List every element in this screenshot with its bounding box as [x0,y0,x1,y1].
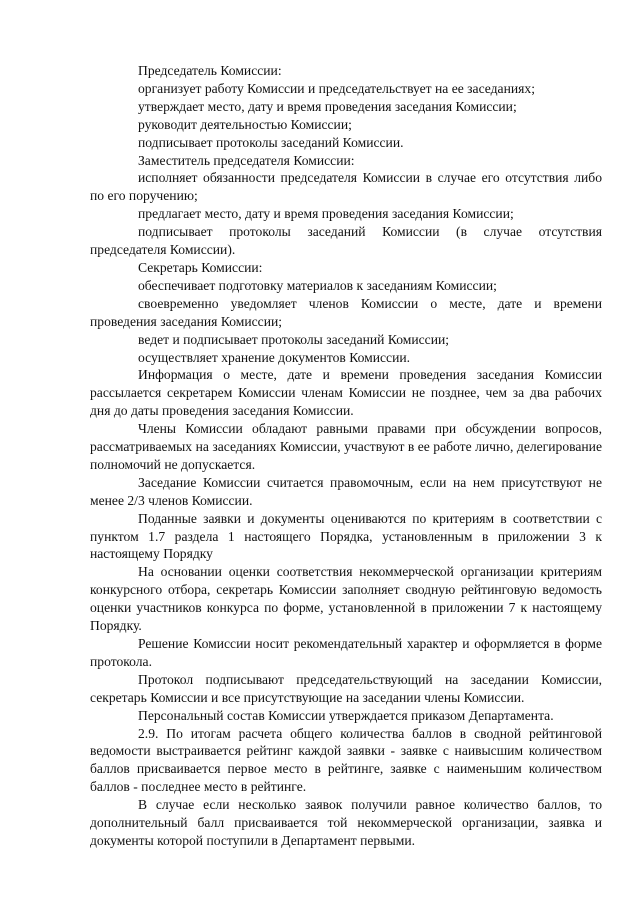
paragraph-deputy-heading: Заместитель председателя Комиссии: [138,152,355,168]
paragraph-personal-composition: Персональный состав Комиссии утверждается приказом Департамента. [138,707,554,723]
paragraph-secretary-duty-2: своевременно уведомляет членов Комиссии о месте, дате и времени проведения заседания Комиссии; [90,295,602,329]
paragraph-chair-duty-3: руководит деятельностью Комиссии; [138,116,352,132]
paragraph-secretary-duty-3: ведет и подписывает протоколы заседаний Комиссии; [138,331,450,347]
paragraph-deputy-duty-2: предлагает место, дату и время проведения заседания Комиссии; [138,206,514,222]
paragraph-secretary-heading: Секретарь Комиссии: [138,259,263,275]
paragraph-evaluation-criteria: Поданные заявки и документы оцениваются по критериям в соответствии с пунктом 1.7 раздела 1 настоящего Порядка, установленным в приложении 3 к настоящему Порядку [90,510,602,562]
paragraph-chair-duty-2: утверждает место, дату и время проведения заседания Комиссии; [138,98,517,114]
document-page [90,62,602,850]
paragraph-secretary-duty-4: осуществляет хранение документов Комиссии. [138,349,411,365]
paragraph-deputy-duty-3: подписывает протоколы заседаний Комиссии (в случае отсутствия председателя Комиссии). [90,224,602,258]
paragraph-chair-heading: Председатель Комиссии: [138,63,282,78]
paragraph-member-rights: Члены Комиссии обладают равными правами при обсуждении вопросов, рассматриваемых на заседаниях Комиссии, участвуют в ее работе лично, делегирование полномочий не допускается. [90,421,602,472]
paragraph-chair-duty-4: подписывает протоколы заседаний Комиссии. [138,134,404,150]
paragraph-secretary-duty-1: обеспечивает подготовку материалов к заседаниям Комиссии; [138,277,497,293]
paragraph-tie-break: В случае если несколько заявок получили равное количество баллов, то дополнительный балл присваивается той некоммерческой организации, заявка и документы которой поступили в Департамент первыми. [90,797,602,848]
paragraph-rating-sheet: На основании оценки соответствия некоммерческой организации критериям конкурсного отбора, секретарь Комиссии заполняет сводную рейтинговую ведомость оценки участников конкурса по форме, установленной в приложении 7 к настоящему Порядку. [90,564,602,634]
paragraph-quorum: Заседание Комиссии считается правомочным, если на нем присутствуют не менее 2/3 членов Комиссии. [90,474,602,508]
paragraph-protocol-signing: Протокол подписывают председательствующий на заседании Комиссии, секретарь Комиссии и все присутствующие на заседании члены Комиссии. [90,671,602,705]
paragraph-chair-duty-1: организует работу Комиссии и председательствует на ее заседаниях; [138,80,535,96]
paragraph-decision: Решение Комиссии носит рекомендательный характер и оформляется в форме протокола. [90,636,602,669]
paragraph-deputy-duty-1: исполняет обязанности председателя Комиссии в случае его отсутствия либо по его поручению; [90,170,602,204]
paragraph-meeting-notice: Информация о месте, дате и времени проведения заседания Комиссии рассылается секретарем Комиссии членам Комиссии не позднее, чем за два рабочих дня до даты проведения заседания Комиссии. [90,367,602,419]
paragraph-section-2-9: 2.9. По итогам расчета общего количества баллов в сводной рейтинговой ведомости выстраивается рейтинг каждой заявки - заявке с наивысшим количеством баллов присваивается первое место в рейтинге, заявке с наименьшим количеством баллов - последнее место в рейтинге. [90,725,602,795]
